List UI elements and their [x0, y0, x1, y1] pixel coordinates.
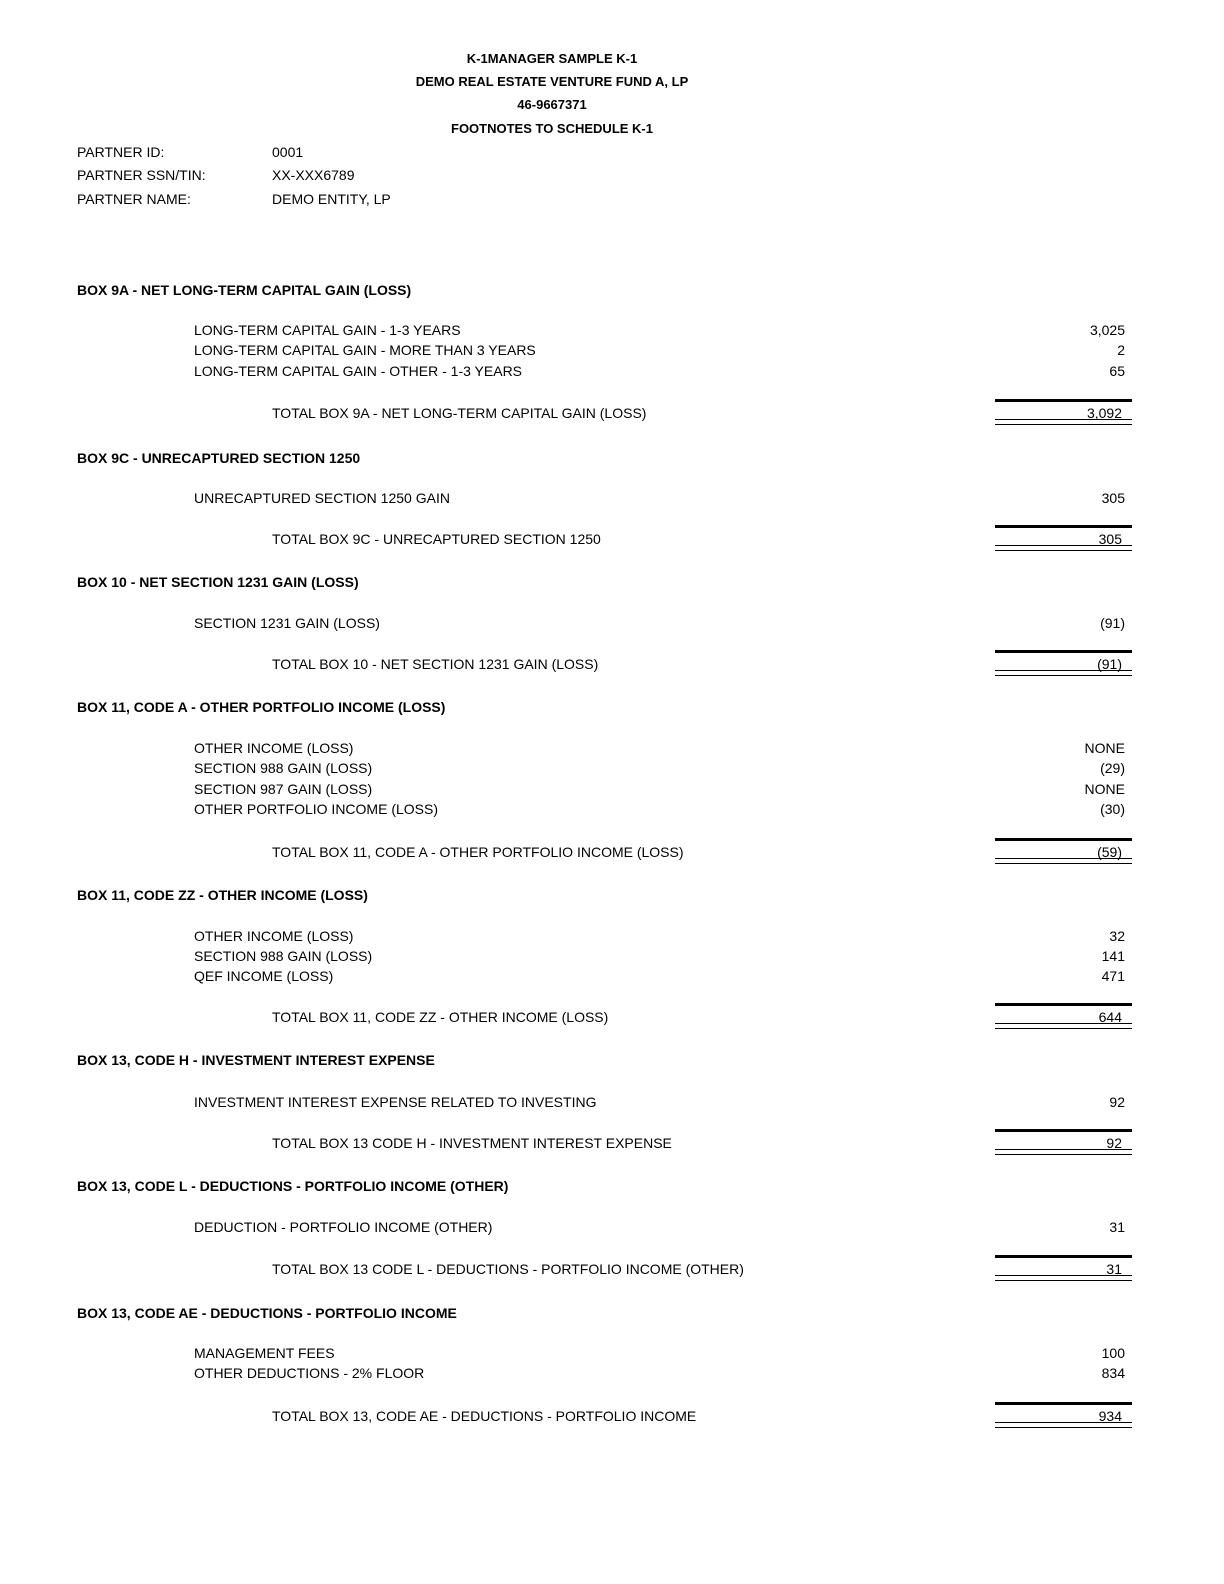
line-item-value: 100	[1101, 1345, 1125, 1361]
section-title: BOX 9A - NET LONG-TERM CAPITAL GAIN (LOSS)	[77, 282, 412, 298]
total-label: TOTAL BOX 13, CODE AE - DEDUCTIONS - PORTFOLIO INCOME	[272, 1408, 697, 1424]
total-label: TOTAL BOX 10 - NET SECTION 1231 GAIN (LOSS)	[272, 656, 599, 672]
total-label: TOTAL BOX 13 CODE L - DEDUCTIONS - PORTFOLIO INCOME (OTHER)	[272, 1261, 744, 1277]
line-item-label: SECTION 987 GAIN (LOSS)	[194, 781, 373, 797]
document-subtitle: FOOTNOTES TO SCHEDULE K-1	[451, 121, 653, 136]
total-value: (91)	[1097, 656, 1122, 672]
section-title: BOX 13, CODE AE - DEDUCTIONS - PORTFOLIO INCOME	[77, 1305, 457, 1321]
partner-id-label: PARTNER ID:	[77, 144, 165, 160]
total-label: TOTAL BOX 11, CODE A - OTHER PORTFOLIO INCOME (LOSS)	[272, 844, 684, 860]
line-item-value: NONE	[1084, 740, 1125, 756]
line-item-label: SECTION 988 GAIN (LOSS)	[194, 948, 373, 964]
total-box	[995, 838, 1132, 858]
line-item-value: (91)	[1100, 615, 1125, 631]
total-value: 92	[1106, 1135, 1122, 1151]
total-label: TOTAL BOX 9C - UNRECAPTURED SECTION 1250	[272, 531, 601, 547]
section-title: BOX 13, CODE L - DEDUCTIONS - PORTFOLIO INCOME (OTHER)	[77, 1178, 509, 1194]
total-box	[995, 650, 1132, 670]
total-value: (59)	[1097, 844, 1122, 860]
double-underline	[995, 670, 1132, 676]
line-item-label: SECTION 988 GAIN (LOSS)	[194, 760, 373, 776]
partner-id-value: 0001	[272, 144, 304, 160]
line-item-value: 65	[1109, 363, 1125, 379]
line-item-value: (29)	[1100, 760, 1125, 776]
line-item-value: (30)	[1100, 801, 1125, 817]
fund-name: DEMO REAL ESTATE VENTURE FUND A, LP	[415, 74, 689, 89]
line-item-label: OTHER PORTFOLIO INCOME (LOSS)	[194, 801, 438, 817]
double-underline	[995, 1149, 1132, 1155]
double-underline	[995, 1422, 1132, 1428]
line-item-label: INVESTMENT INTEREST EXPENSE RELATED TO INVESTING	[194, 1094, 597, 1110]
line-item-label: MANAGEMENT FEES	[194, 1345, 335, 1361]
line-item-label: OTHER INCOME (LOSS)	[194, 928, 354, 944]
partner-tin-value: XX-XXX6789	[272, 167, 355, 183]
total-value: 3,092	[1086, 405, 1122, 421]
total-value: 305	[1098, 531, 1122, 547]
double-underline	[995, 545, 1132, 551]
partner-tin-label: PARTNER SSN/TIN:	[77, 167, 206, 183]
line-item-label: QEF INCOME (LOSS)	[194, 968, 334, 984]
partner-name-value: DEMO ENTITY, LP	[272, 191, 391, 207]
header-title: K-1MANAGER SAMPLE K-1	[466, 51, 638, 66]
line-item-value: 92	[1109, 1094, 1125, 1110]
section-title: BOX 11, CODE ZZ - OTHER INCOME (LOSS)	[77, 887, 368, 903]
total-value: 31	[1106, 1261, 1122, 1277]
section-title: BOX 9C - UNRECAPTURED SECTION 1250	[77, 450, 361, 466]
total-box	[995, 1129, 1132, 1149]
line-item-label: OTHER INCOME (LOSS)	[194, 740, 354, 756]
total-label: TOTAL BOX 9A - NET LONG-TERM CAPITAL GAIN (LOSS)	[272, 405, 647, 421]
double-underline	[995, 1275, 1132, 1281]
partner-name-label: PARTNER NAME:	[77, 191, 191, 207]
line-item-value: 305	[1101, 490, 1125, 506]
total-box	[995, 399, 1132, 419]
double-underline	[995, 419, 1132, 425]
line-item-value: 141	[1101, 948, 1125, 964]
line-item-label: UNRECAPTURED SECTION 1250 GAIN	[194, 490, 450, 506]
fund-ein: 46-9667371	[517, 97, 587, 112]
line-item-label: LONG-TERM CAPITAL GAIN - 1-3 YEARS	[194, 322, 461, 338]
total-box	[995, 1003, 1132, 1023]
total-value: 644	[1098, 1009, 1122, 1025]
line-item-label: DEDUCTION - PORTFOLIO INCOME (OTHER)	[194, 1219, 493, 1235]
line-item-value: NONE	[1084, 781, 1125, 797]
line-item-label: LONG-TERM CAPITAL GAIN - MORE THAN 3 YEARS	[194, 342, 536, 358]
line-item-value: 2	[1117, 342, 1125, 358]
double-underline	[995, 1023, 1132, 1029]
section-title: BOX 11, CODE A - OTHER PORTFOLIO INCOME (LOSS)	[77, 699, 446, 715]
double-underline	[995, 858, 1132, 864]
line-item-value: 31	[1109, 1219, 1125, 1235]
total-box	[995, 1402, 1132, 1422]
line-item-value: 471	[1101, 968, 1125, 984]
total-box	[995, 1255, 1132, 1275]
total-value: 934	[1098, 1408, 1122, 1424]
line-item-value: 834	[1101, 1365, 1125, 1381]
total-label: TOTAL BOX 11, CODE ZZ - OTHER INCOME (LOSS)	[272, 1009, 609, 1025]
section-title: BOX 10 - NET SECTION 1231 GAIN (LOSS)	[77, 574, 359, 590]
line-item-label: SECTION 1231 GAIN (LOSS)	[194, 615, 380, 631]
line-item-label: OTHER DEDUCTIONS - 2% FLOOR	[194, 1365, 425, 1381]
line-item-label: LONG-TERM CAPITAL GAIN - OTHER - 1-3 YEARS	[194, 363, 523, 379]
section-title: BOX 13, CODE H - INVESTMENT INTEREST EXPENSE	[77, 1052, 435, 1068]
total-label: TOTAL BOX 13 CODE H - INVESTMENT INTEREST EXPENSE	[272, 1135, 672, 1151]
total-box	[995, 525, 1132, 545]
line-item-value: 32	[1109, 928, 1125, 944]
line-item-value: 3,025	[1089, 322, 1125, 338]
